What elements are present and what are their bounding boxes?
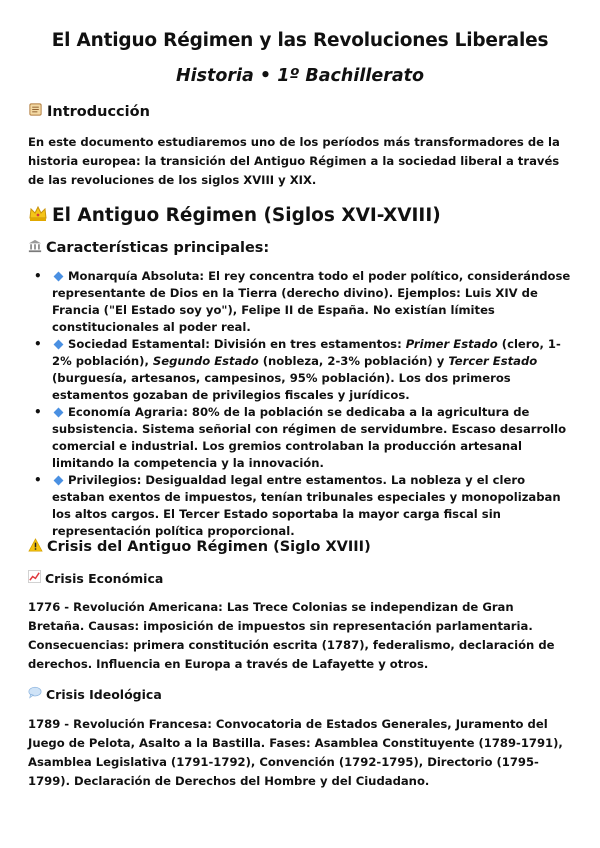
crown-icon bbox=[28, 204, 48, 227]
caracteristicas-list bbox=[34, 268, 572, 540]
list-item-label: Privilegios: bbox=[68, 473, 142, 487]
small-blue-diamond-icon bbox=[54, 271, 64, 281]
crisis-economica-paragraph: 1776 - Revolución Americana: Las Trece Colonias se independizan de Gran Bretaña. Causas: imposición de impuestos sin representación parlamentaria. Consecuencias: primera constitución escrita (1787), federalismo, declaración de derechos. Influencia en Europa a través de Lafayette y otros. bbox=[28, 600, 555, 671]
list-item: • Economía Agraria: 80% de la población se dedicaba a la agricultura de subsistencia. Sistema señorial con régimen de servidumbre. Escaso desarrollo comercial e industrial. Los gremios controlaban la producción artesanal limitando la competencia y la innovación. bbox=[34, 405, 567, 470]
crisis-heading-text: Crisis del Antiguo Régimen (Siglo XVIII) bbox=[47, 539, 371, 555]
small-blue-diamond-icon bbox=[54, 339, 64, 349]
chart-increasing-icon bbox=[28, 570, 41, 586]
intro-paragraph: En este documento estudiaremos uno de los períodos más transformadores de la historia europea: la transición del Antiguo Régimen a la sociedad liberal a través de las revoluciones de los siglos XVIII y XIX. bbox=[28, 135, 560, 187]
list-item-label: Monarquía Absoluta: bbox=[68, 269, 205, 283]
document-subtitle: Historia • 1º Bachillerato bbox=[175, 66, 425, 86]
list-item-label: Sociedad Estamental: bbox=[68, 337, 210, 351]
list-item-text: El rey concentra todo el poder político, considerándose representante de Dios en la Tierra (derecho divino). Ejemplos: Luis XIV de Francia ("El Estado soy yo"), Felipe II de España. No existían límites constitucionales al poder real. bbox=[52, 269, 571, 334]
crisis-ideologica-heading-text: Crisis Ideológica bbox=[46, 686, 162, 702]
primer-estado-em: Primer Estado bbox=[405, 337, 498, 351]
document-title: El Antiguo Régimen y las Revoluciones Liberales bbox=[51, 30, 549, 51]
list-item: • Monarquía Absoluta: El rey concentra todo el poder político, considerándose representante de Dios en la Tierra (derecho divino). Ejemplos: Luis XIV de Francia ("El Estado soy yo"), Felipe II de España. No existían límites constitucionales al poder real. bbox=[34, 269, 571, 334]
caracteristicas-heading bbox=[28, 239, 269, 257]
list-item: • Privilegios: Desigualdad legal entre estamentos. La nobleza y el clero estaban exentos de impuestos, tenían tribunales especiales y monopolizaban los altos cargos. El Tercer Estado soportaba la mayor carga fiscal sin representación política proporcional. bbox=[34, 473, 561, 538]
caracteristicas-heading-text: Características principales: bbox=[46, 240, 270, 256]
scroll-icon bbox=[28, 102, 43, 121]
tercer-estado-em: Tercer Estado bbox=[448, 354, 538, 368]
speech-bubble-icon bbox=[28, 686, 42, 702]
classical-building-icon bbox=[28, 239, 42, 257]
crisis-ideologica-heading bbox=[28, 686, 162, 702]
segundo-estado-em: Segundo Estado bbox=[152, 354, 259, 368]
crisis-ideologica-paragraph: 1789 - Revolución Francesa: Convocatoria de Estados Generales, Juramento del Juego de Pelota, Asalto a la Bastilla. Fases: Asamblea Constituyente (1789-1791), Asamblea Legislativa (1791-1792), Convención (1792-1795), Directorio (1795-1799). Declaración de Derechos del Hombre y del Ciudadano. bbox=[28, 717, 563, 788]
small-blue-diamond-icon bbox=[54, 407, 64, 417]
antiguo-regimen-heading-text: El Antiguo Régimen (Siglos XVI-XVIII) bbox=[52, 205, 441, 226]
crisis-heading bbox=[28, 538, 371, 556]
intro-heading-text: Introducción bbox=[47, 103, 150, 120]
crisis-economica-heading bbox=[28, 570, 163, 586]
list-item-text: 80% de la población se dedicaba a la agricultura de subsistencia. Sistema señorial con régimen de servidumbre. Escaso desarrollo comercial e industrial. Los gremios controlaban la producción artesanal limitando la competencia y la innovación. bbox=[52, 405, 567, 470]
antiguo-regimen-heading bbox=[28, 204, 441, 227]
small-blue-diamond-icon bbox=[54, 475, 64, 485]
list-item-label: Economía Agraria: bbox=[68, 405, 188, 419]
list-item-text: Desigualdad legal entre estamentos. La nobleza y el clero estaban exentos de impuestos, tenían tribunales especiales y monopolizaban los altos cargos. El Tercer Estado soportaba la mayor carga fiscal sin representación política proporcional. bbox=[52, 473, 561, 538]
crisis-economica-heading-text: Crisis Económica bbox=[45, 570, 164, 586]
intro-heading bbox=[28, 102, 150, 121]
list-item: • Sociedad Estamental: División en tres estamentos: Primer Estado (clero, 1-2% población), Segundo Estado (nobleza, 2-3% población) y Tercer Estado (burguesía, artesanos, campesinos, 95% población). Los dos primeros estamentos gozaban de privilegios fiscales y jurídicos. bbox=[34, 337, 561, 402]
warning-icon bbox=[28, 538, 43, 556]
